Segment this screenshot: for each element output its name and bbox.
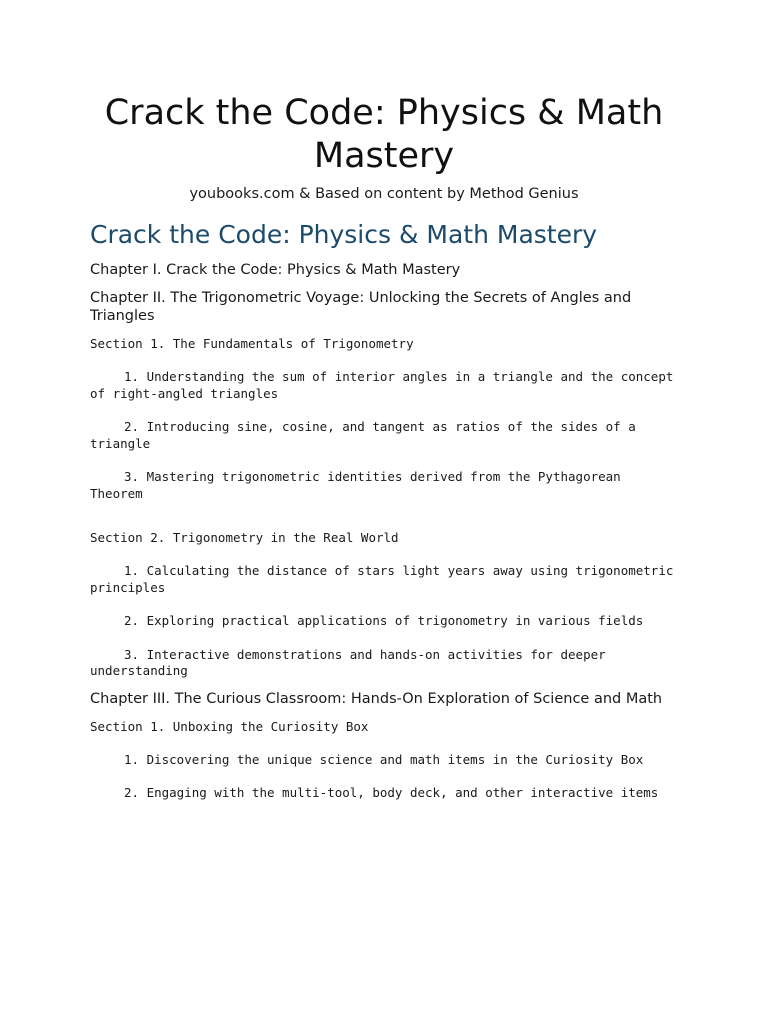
list-item: 1. Discovering the unique science and math items in the Curiosity Box — [124, 751, 644, 767]
chapter-1-title: Chapter I. Crack the Code: Physics & Math Mastery — [90, 262, 461, 278]
toc-heading: Crack the Code: Physics & Math Mastery — [90, 220, 598, 249]
document-subtitle: youbooks.com & Based on content by Method Genius — [189, 186, 579, 202]
list-item: 2. Engaging with the multi-tool, body deck, and other interactive items — [124, 785, 659, 800]
chapter-2-title: Chapter II. The Trigonometric Voyage: Unlocking the Secrets of Angles and Triangles — [90, 290, 632, 324]
list-item: 2. Introducing sine, cosine, and tangent as ratios of the sides of a triangle — [90, 419, 636, 451]
list-item: 1. Calculating the distance of stars light years away using trigonometric principles — [90, 563, 674, 595]
document-page — [90, 92, 678, 802]
chapter-3-section-1-title: Section 1. Unboxing the Curiosity Box — [90, 718, 369, 734]
chapter-3-title: Chapter III. The Curious Classroom: Hands-On Exploration of Science and Math — [90, 690, 663, 707]
list-item: 2. Exploring practical applications of trigonometry in various fields — [124, 613, 644, 628]
list-item: 1. Understanding the sum of interior angles in a triangle and the concept of right-angled triangles — [90, 369, 674, 401]
document-title: Crack the Code: Physics & Math Mastery — [104, 93, 664, 176]
list-item: 3. Interactive demonstrations and hands-on activities for deeper understanding — [90, 646, 606, 678]
chapter-2-section-2-title: Section 2. Trigonometry in the Real World — [90, 530, 399, 545]
chapter-2-section-1-title: Section 1. The Fundamentals of Trigonometry — [90, 336, 414, 351]
list-item: 3. Mastering trigonometric identities derived from the Pythagorean Theorem — [90, 469, 621, 501]
